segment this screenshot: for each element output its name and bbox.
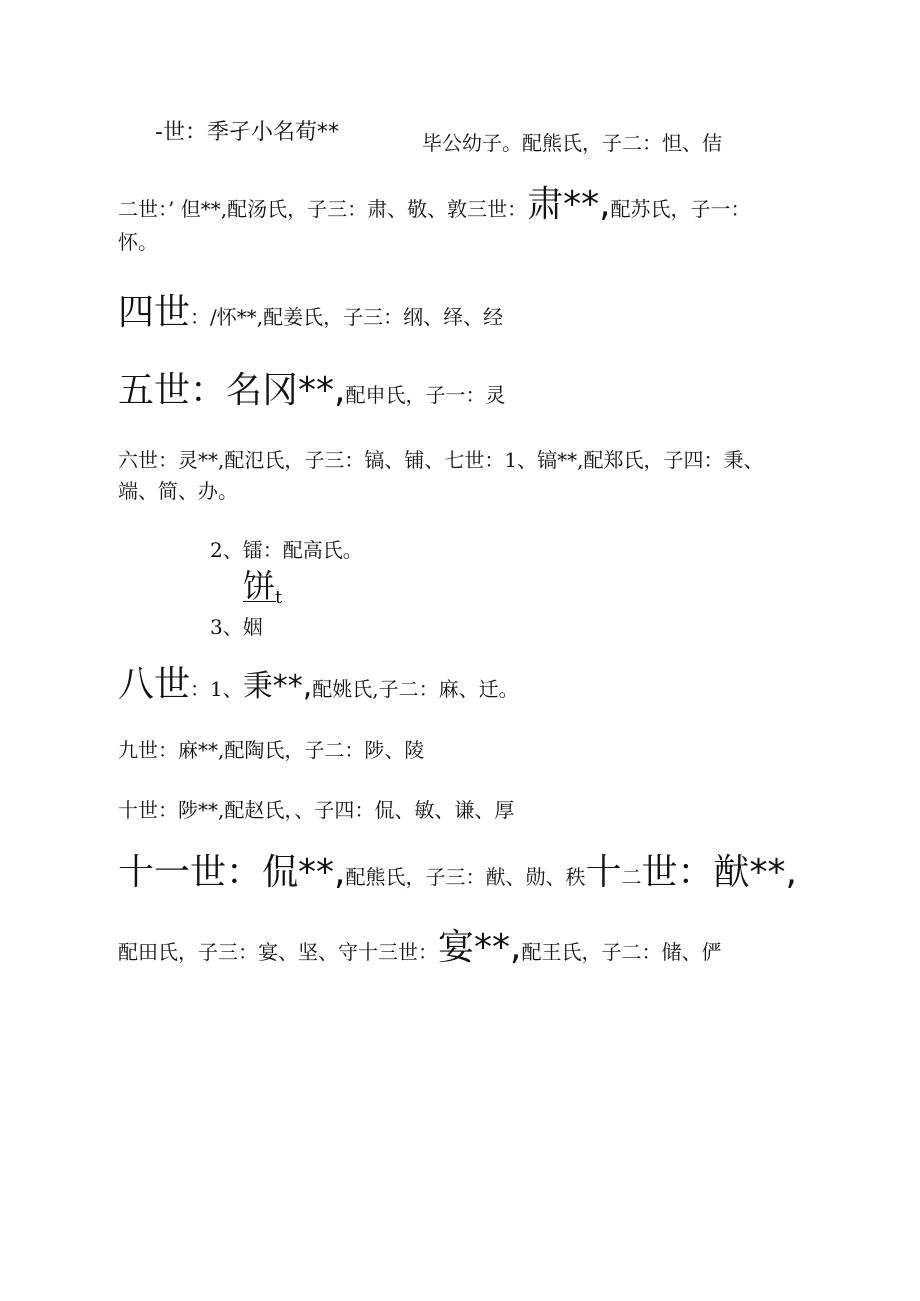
gen13-name-large: 宴**, bbox=[438, 927, 522, 968]
gen5-text: 配申氏，子一：灵 bbox=[345, 383, 506, 407]
gen8-name-large: 秉**, bbox=[242, 669, 313, 704]
gen4-heading: 四世 bbox=[118, 292, 191, 333]
gen2-text: 二世：’ 但**,配汤氏，子三：肃、敬、敦三世： bbox=[118, 197, 528, 221]
gen4-text: ：/怀**,配姜氏，子三：纲、绎、经 bbox=[190, 305, 504, 329]
gen8-text-a: ：1、 bbox=[190, 677, 243, 701]
gen6-line: 六世：灵**,配氾氏，子三：镐、铺、七世：1、镐**,配郑氏，子四：秉、 bbox=[118, 448, 764, 472]
gen1-heading: -世：季孑小名荀** bbox=[155, 120, 339, 145]
gen11-line bbox=[118, 852, 797, 893]
gen11-text: 配熊氏，子三：猷、勋、秩 bbox=[345, 865, 586, 889]
gen5-line bbox=[118, 370, 506, 411]
gen6-wrap: 端、简、办。 bbox=[118, 479, 238, 503]
gen11-heading: 十一世：侃**, bbox=[118, 852, 346, 893]
gen12-heading-a: 十 bbox=[585, 852, 622, 893]
gen12-heading-b: 世：猷**, bbox=[641, 852, 797, 893]
gen8-heading: 八世 bbox=[118, 664, 191, 705]
gen13-line bbox=[118, 927, 722, 968]
gen9-line: 九世：麻**,配陶氏，子二：陟、陵 bbox=[118, 738, 425, 762]
gen4-line bbox=[118, 292, 504, 333]
gen8-text-b: 配姚氏,子二：麻、迁。 bbox=[312, 677, 519, 701]
gen7-item2: 2、镭：配高氏。 bbox=[210, 538, 363, 562]
gen1-note: 毕公幼子。配熊氏，子二：怛、佶 bbox=[422, 131, 722, 155]
gen7-item3: 3、姻 bbox=[210, 615, 263, 639]
gen3-wrap: 怀。 bbox=[118, 230, 158, 254]
gen2-line bbox=[118, 184, 751, 225]
gen7-char: 饼t bbox=[243, 567, 283, 608]
gen3-text: 配苏氏，子一： bbox=[610, 197, 751, 221]
gen12-heading-small: 二 bbox=[621, 865, 642, 889]
gen8-line bbox=[118, 664, 519, 705]
gen3-name-large: 肃**, bbox=[527, 184, 611, 225]
gen10-line: 十世：陟**,配赵氏，、子四：侃、敏、谦、厚 bbox=[118, 798, 515, 822]
gen13-text-a: 配田氏，子三：宴、坚、守十三世： bbox=[118, 940, 438, 964]
gen13-text-b: 配王氏，子二：储、俨 bbox=[521, 940, 722, 964]
gen7-char-line bbox=[243, 567, 283, 608]
gen5-heading: 五世：名冈**, bbox=[118, 370, 346, 411]
